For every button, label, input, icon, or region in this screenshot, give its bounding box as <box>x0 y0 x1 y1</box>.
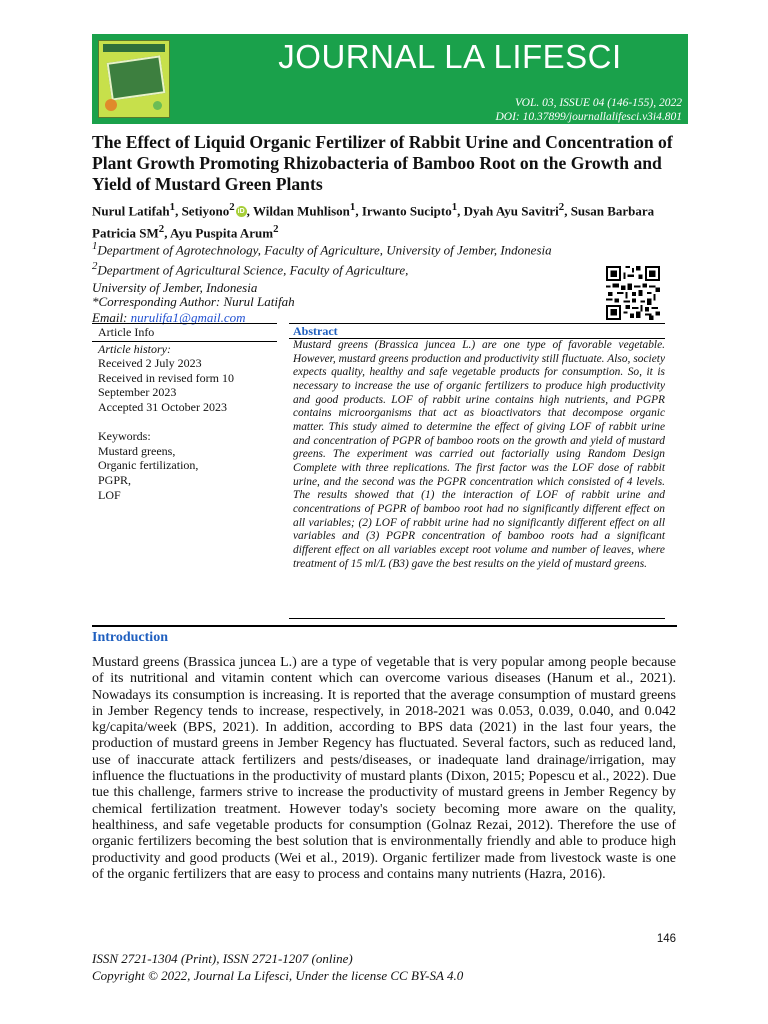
author-affiliation-number: 2 <box>158 223 165 236</box>
page-footer <box>92 950 463 984</box>
author-affiliation-number: 2 <box>229 201 235 213</box>
author-separator: , <box>164 225 171 241</box>
affiliation-line <box>92 258 612 278</box>
affiliation-text: University of Jember, Indonesia <box>92 279 258 295</box>
article-info-heading: Article Info <box>92 323 277 342</box>
affiliation-number: 1 <box>92 240 98 252</box>
affiliation-number: 2 <box>92 260 98 273</box>
author-name: Setiyono <box>181 203 230 219</box>
author-separator: , <box>175 203 182 219</box>
keyword-item: PGPR, <box>98 472 132 487</box>
qr-code-icon <box>606 266 660 320</box>
author-separator: , <box>355 203 362 219</box>
introduction-paragraph: Mustard greens (Brassica juncea L.) are a type of vegetable that is very popular among people because of its nutritional and vitamin content which can overcome various diseases (Hanum et al., 2021). Nowadays its consumption is increasing. It is reported that the average consumption of mustard greens in Jember Regency tends to increase, respectively, in 2018-2021 was 0.053, 0.039, 0.040, and 0.042 kg/capita/week (BPS, 2021). In addition, according to BPS data (2021) in the last four years, the production of mustard greens in Jember Regency has fluctuated. Several factors, such as reduced land, use of inaccurate attack fertilizers and pests/diseases, or inadequate land drainage/irrigation, may influence the fluctuations in the productivity of mustard plants (Dixon, 2015; Popescu et al., 2022). Due tue this challenge, farmers strive to increase the productivity of mustard greens in Jember Regency by chemical fertilization treatment. However today's society becoming more aware on the quality, healthiness, and safe vegetable products for consumption (Golnaz Rezai, 2012). Therefore the use of organic fertilizers becoming the best solution that is environmentally friendly and able to produce high productivity and good products (Wei et al., 2019). Organic fertilizer made from livestock waste is one of the organic fertilizers that are easy to process and contains many nutrients (Hazra, 2016). <box>92 655 676 882</box>
affiliation-text: Department of Agrotechnology, Faculty of Agriculture, University of Jember, Indonesia <box>97 242 552 258</box>
author-affiliation-number: 2 <box>558 201 565 213</box>
abstract-panel <box>289 323 665 571</box>
author-separator: , <box>246 203 253 219</box>
section-divider <box>92 625 677 627</box>
keyword-item: Mustard greens, <box>98 443 176 458</box>
article-info-panel <box>92 323 277 502</box>
affiliation-text: Department of Agricultural Science, Faculty of Agriculture, <box>97 262 409 278</box>
author-name: Susan Barbara Patricia SM <box>92 203 655 241</box>
author-name: Dyah Ayu Savitri <box>463 203 559 219</box>
author-separator: , <box>457 203 464 219</box>
affiliation-line <box>92 238 612 258</box>
history-label: Article history: <box>98 341 171 356</box>
journal-issue-info <box>495 96 682 124</box>
author-name: Ayu Puspita Arum <box>170 225 274 241</box>
keyword-item: LOF <box>98 487 121 502</box>
email-label: Email: <box>92 310 131 325</box>
author-list <box>92 198 688 243</box>
corresponding-author <box>92 294 295 326</box>
abstract-heading: Abstract <box>289 323 665 339</box>
abstract-text: Mustard greens (Brassica juncea L.) are one type of favorable vegetable. However, mustard greens production and productivity still fluctuate. Also, society expects quality, healthy and safe vegetable products for consumption. So, it is necessary to increase the use of organic fertilizers to produce high productivity and good products. LOF of rabbit urine contains high nutrients, and PGPR contains microorganisms that act as bioactivators that decompose organic matter. This study aimed to determine the effect of giving LOF of rabbit urine and concentration of PGPR of bamboo roots on the growth and yield of mustard greens. The experiment was carried out factorially using Random Design Complete with three replications. The first factor was the LOF dose of rabbit urine, and the second was the PGPR concentration which consisted of 4 levels. The results showed that (1) the interaction of LOF of rabbit urine and concentrations of PGPR of bamboo root had no significantly different effect on all variables; (2) LOF of rabbit urine had no significantly different effect on all variables and (3) PGPR concentration of bamboo roots had a significant different effect on all variables except root volume and number of leaves, where treatment of 15 ml/L (B3) gave the best results on the yield of mustard greens. <box>293 339 665 570</box>
orcid-icon[interactable]: iD <box>237 208 245 216</box>
received-date: Received 2 July 2023 <box>98 356 202 371</box>
introduction-heading: Introduction <box>92 630 168 645</box>
author-affiliation-number: 2 <box>273 223 279 236</box>
author-affiliation-number: 1 <box>169 201 176 213</box>
abstract-divider <box>289 618 665 619</box>
keyword-item: Organic fertilization, <box>98 458 199 473</box>
author-affiliation-number: 1 <box>349 201 356 213</box>
accepted-date: Accepted 31 October 2023 <box>98 399 227 414</box>
author-affiliation-number: 1 <box>451 201 458 213</box>
page-number: 146 <box>656 933 676 945</box>
corresponding-author-name: *Corresponding Author: Nurul Latifah <box>92 294 295 309</box>
author-separator: , <box>564 203 571 219</box>
copyright-line: Copyright © 2022, Journal La Lifesci, Under the license CC BY-SA 4.0 <box>92 968 464 983</box>
doi[interactable]: DOI: 10.37899/journallalifesci.v3i4.801 <box>495 111 682 123</box>
email-link[interactable]: nurulifa1@gmail.com <box>130 310 246 325</box>
paper-title: The Effect of Liquid Organic Fertilizer of Rabbit Urine and Concentration of Plant Growth Promoting Rhizobacteria of Bamboo Root on the Growth and Yield of Mustard Green Plants <box>92 132 673 194</box>
volume-issue: VOL. 03, ISSUE 04 (146-155), 2022 <box>514 97 682 109</box>
author-name: Nurul Latifah <box>92 203 170 219</box>
author-name: Irwanto Sucipto <box>361 203 452 219</box>
journal-name: JOURNAL LA LIFESCI <box>278 38 622 75</box>
author-name: Wildan Muhlison <box>252 203 350 219</box>
keywords-label: Keywords: <box>98 429 151 444</box>
affiliations <box>92 238 612 296</box>
revised-date: Received in revised form 10 September 2023 <box>98 370 234 400</box>
issn-line: ISSN 2721-1304 (Print), ISSN 2721-1207 (online) <box>92 951 353 966</box>
journal-cover-image <box>98 40 170 118</box>
